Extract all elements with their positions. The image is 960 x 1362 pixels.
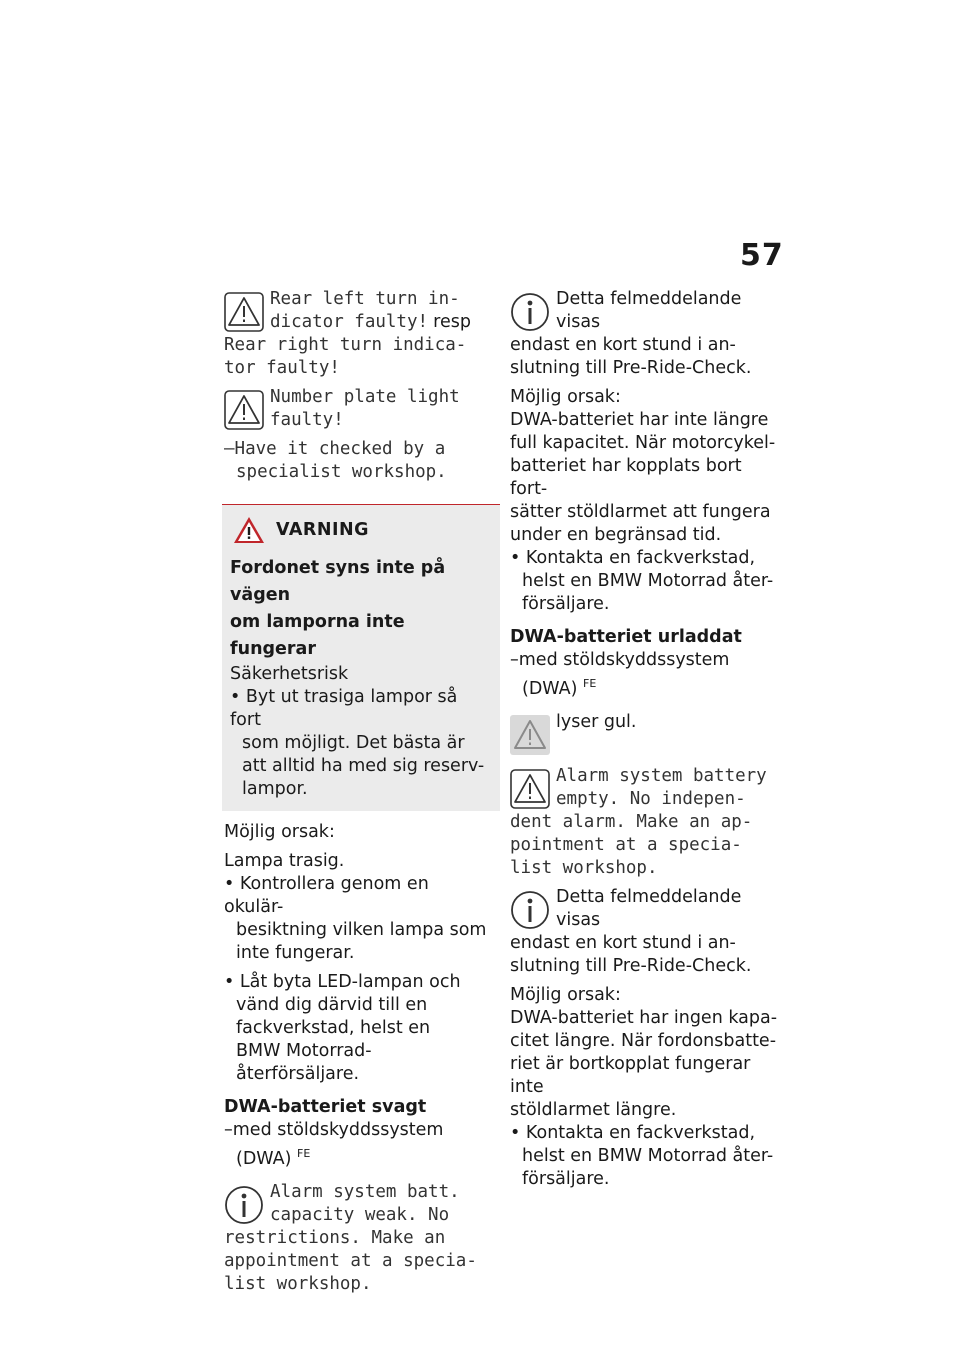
info-message-battery-weak: Alarm system batt. capacity weak. No restrictions. Make an appointment at a specia- list workshop. [224,1181,477,1294]
info-icon [224,1185,264,1225]
list-item: • Kontakta en fackverkstad, helst en BMW Motorrad åter- försäljare. [510,548,774,614]
list-item: • Kontrollera genom en okulär- besiktning vilken lampa som inte fungerar. [224,874,487,963]
indicator-lamp: lyser gul. [510,711,778,757]
info-icon [510,890,550,930]
page-number: 57 [740,238,784,273]
cause-label: Möjlig orsak: [510,387,621,407]
list-item: • Kontakta en fackverkstad, helst en BMW Motorrad åter- försäljare. [510,1122,774,1189]
cause-text: DWA-batteriet har inte längre full kapacitet. När motorcykel- batteriet har kopplats bort fort- sätter stöldlarmet att fungera under en begränsad tid. [510,410,776,545]
action-step: –Have it checked by a specialist workshop. [224,439,447,482]
warning-message-turn-indicator: Rear left turn in- dicator faulty! resp Rear right turn indica- tor faulty! [224,289,471,378]
cause-label: Möjlig orsak: [224,822,335,842]
cause-label: Möjlig orsak: [510,984,621,1005]
condition: –med stöldskyddssystem (DWA) $^{FE}$ [224,1120,444,1169]
warning-box [222,504,500,811]
info-note: Detta felmeddelande visas endast en kort stund i an- slutning till Pre-Ride-Check. [510,886,752,976]
left-column [224,288,492,1302]
cause-text: Lampa trasig. [224,851,345,871]
right-column [510,288,778,1197]
cause-text: DWA-batteriet har ingen kapa- citet längre. När fordonsbatte- riet är bortkopplat fungerar inte stöldlarmet längre. [510,1007,778,1120]
warning-triangle-icon [224,390,264,430]
warning-bullet: • Byt ut trasiga lampor så fort som möjligt. Det bästa är att alltid ha med sig reserv- lampor. [230,687,485,799]
warning-title: Fordonet syns inte på vägen om lamporna inte fungerar [230,558,446,659]
list-item: • Låt byta LED-lampan och vänd dig därvid till en fackverkstad, helst en BMW Motorrad-återförsäljare. [224,972,461,1084]
condition: –med stöldskyddssystem (DWA) $^{FE}$ [510,650,730,699]
warning-sign-icon [232,515,266,545]
section-title: DWA-batteriet urladdat [510,627,742,647]
warning-label: VARNING [276,520,370,540]
warning-triangle-icon [510,769,550,809]
warning-message-number-plate: Number plate light faulty! [224,386,492,432]
info-note: Detta felmeddelande visas endast en kort stund i an- slutning till Pre-Ride-Check. [510,289,752,378]
warning-lamp-icon [510,715,550,755]
section-title: DWA-batteriet svagt [224,1097,427,1117]
warning-triangle-icon [224,292,264,332]
warning-subtitle: Säkerhetsrisk [230,664,349,684]
warning-message-battery-empty: Alarm system battery empty. No indepen- dent alarm. Make an ap- pointment at a specia- list workshop. [510,765,767,878]
info-icon [510,292,550,332]
